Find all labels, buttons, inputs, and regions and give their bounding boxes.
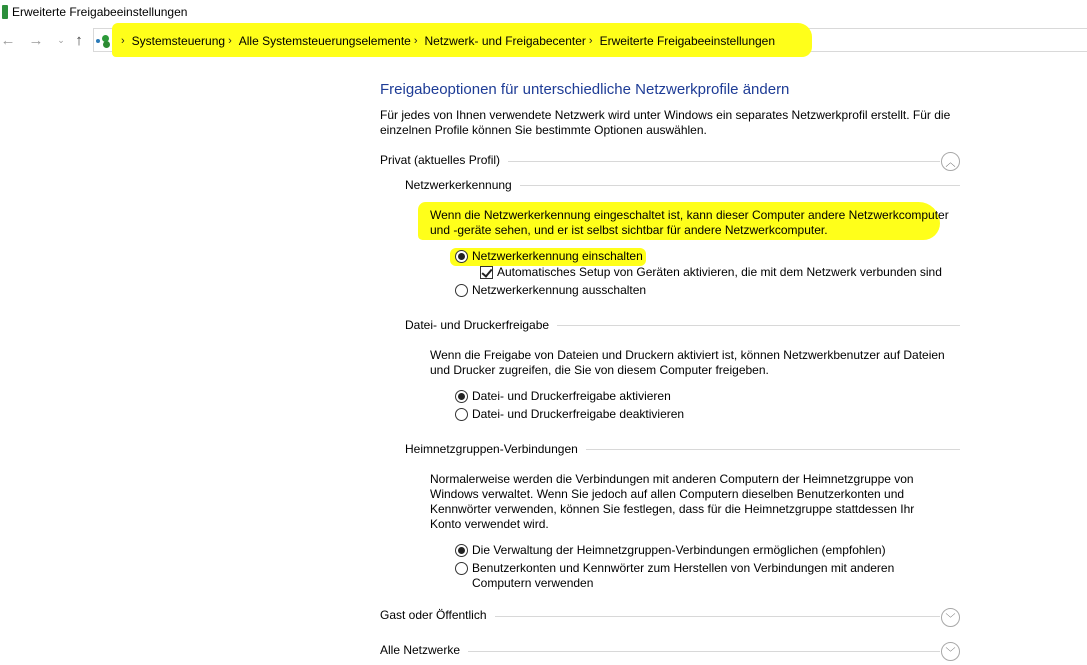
expand-chevron-icon[interactable]: ﹀	[941, 608, 960, 627]
breadcrumb-item-alle-elemente[interactable]: Alle Systemsteuerungselemente	[238, 34, 411, 48]
file-sharing-on-label[interactable]: Datei- und Druckerfreigabe aktivieren	[472, 389, 671, 403]
discovery-on-option[interactable]	[455, 249, 643, 264]
discovery-off-option[interactable]	[455, 283, 646, 298]
collapse-chevron-icon[interactable]: ︿	[941, 152, 960, 171]
expand-chevron-icon[interactable]: ﹀	[941, 642, 960, 661]
network-icon	[96, 34, 112, 48]
auto-setup-label[interactable]: Automatisches Setup von Geräten aktivieren, die mit dem Netzwerk verbunden sind	[497, 265, 942, 279]
file-sharing-off-radio[interactable]	[455, 408, 468, 421]
discovery-on-label[interactable]: Netzwerkerkennung einschalten	[472, 249, 643, 263]
breadcrumb	[96, 32, 775, 50]
discovery-description: Wenn die Netzwerkerkennung eingeschaltet ist, kann dieser Computer andere Netzwerkcomputer und -geräte sehen, und er ist selbst sichtbar für andere Netzwerkcomputer.	[430, 208, 949, 237]
address-bar[interactable]	[93, 28, 1087, 52]
forward-arrow-icon[interactable]: →	[28, 31, 44, 49]
recent-locations-chevron-icon[interactable]: ⌄	[57, 34, 65, 45]
breadcrumb-item-netzwerkcenter[interactable]: Netzwerk- und Freigabecenter	[424, 34, 586, 48]
file-sharing-on-radio[interactable]	[455, 390, 468, 403]
navigation-bar	[0, 26, 1087, 54]
discovery-off-label[interactable]: Netzwerkerkennung ausschalten	[472, 283, 647, 297]
file-sharing-heading: Datei- und Druckerfreigabe	[405, 318, 557, 332]
discovery-heading: Netzwerkerkennung	[405, 178, 520, 192]
profile-private-header[interactable]: Privat (aktuelles Profil)	[380, 153, 508, 167]
control-panel-icon	[2, 5, 8, 19]
page-intro: Für jedes von Ihnen verwendete Netzwerk wird unter Windows ein separates Netzwerkprofil erstellt. Für die einzelnen Profile können Sie bestimmte Optionen auswählen.	[380, 108, 951, 137]
discovery-on-radio[interactable]	[455, 250, 468, 263]
file-sharing-off-label[interactable]: Datei- und Druckerfreigabe deaktivieren	[472, 407, 685, 421]
auto-setup-checkbox[interactable]	[480, 266, 493, 279]
homegroup-windows-label[interactable]: Die Verwaltung der Heimnetzgruppen-Verbindungen ermöglichen (empfohlen)	[472, 543, 886, 557]
breadcrumb-separator-icon[interactable]: ›	[228, 35, 232, 47]
profile-all-header[interactable]: Alle Netzwerke	[380, 643, 468, 657]
homegroup-windows-option[interactable]	[455, 543, 886, 558]
homegroup-description: Normalerweise werden die Verbindungen mit anderen Computern der Heimnetzgruppe von Windows verwaltet. Wenn Sie jedoch auf allen Computern dieselben Benutzerkonten und Kennwörter verwenden, können Sie festlegen, dass für die Heimnetzgruppe stattdessen Ihr Konto verwendet wird.	[430, 472, 915, 531]
profile-guest-header[interactable]: Gast oder Öffentlich	[380, 608, 495, 622]
homegroup-accounts-option[interactable]	[455, 561, 912, 591]
breadcrumb-item-erweiterte-freigabe[interactable]: Erweiterte Freigabeeinstellungen	[599, 34, 776, 48]
file-sharing-description: Wenn die Freigabe von Dateien und Druckern aktiviert ist, können Netzwerkbenutzer auf Dateien und Drucker zugreifen, die Sie von diesem Computer freigeben.	[430, 348, 945, 377]
window-title: Erweiterte Freigabeeinstellungen	[12, 5, 188, 19]
up-arrow-icon[interactable]: ↑	[75, 31, 83, 49]
homegroup-heading: Heimnetzgruppen-Verbindungen	[405, 442, 586, 456]
discovery-off-radio[interactable]	[455, 284, 468, 297]
breadcrumb-separator-icon[interactable]: ›	[588, 35, 593, 47]
file-sharing-on-option[interactable]	[455, 389, 671, 404]
title-bar	[0, 0, 1087, 24]
homegroup-accounts-radio[interactable]	[455, 562, 468, 575]
page-title: Freigabeoptionen für unterschiedliche Netzwerkprofile ändern	[380, 81, 790, 98]
breadcrumb-separator-icon[interactable]: ›	[121, 35, 125, 47]
auto-setup-option[interactable]	[480, 265, 942, 280]
breadcrumb-separator-icon[interactable]: ›	[413, 35, 418, 47]
breadcrumb-item-systemsteuerung[interactable]: Systemsteuerung	[131, 34, 226, 48]
homegroup-accounts-label[interactable]: Benutzerkonten und Kennwörter zum Herstellen von Verbindungen mit anderen Computern verwenden	[472, 561, 895, 590]
back-arrow-icon[interactable]: ←	[0, 31, 16, 49]
file-sharing-off-option[interactable]	[455, 407, 684, 422]
homegroup-windows-radio[interactable]	[455, 544, 468, 557]
